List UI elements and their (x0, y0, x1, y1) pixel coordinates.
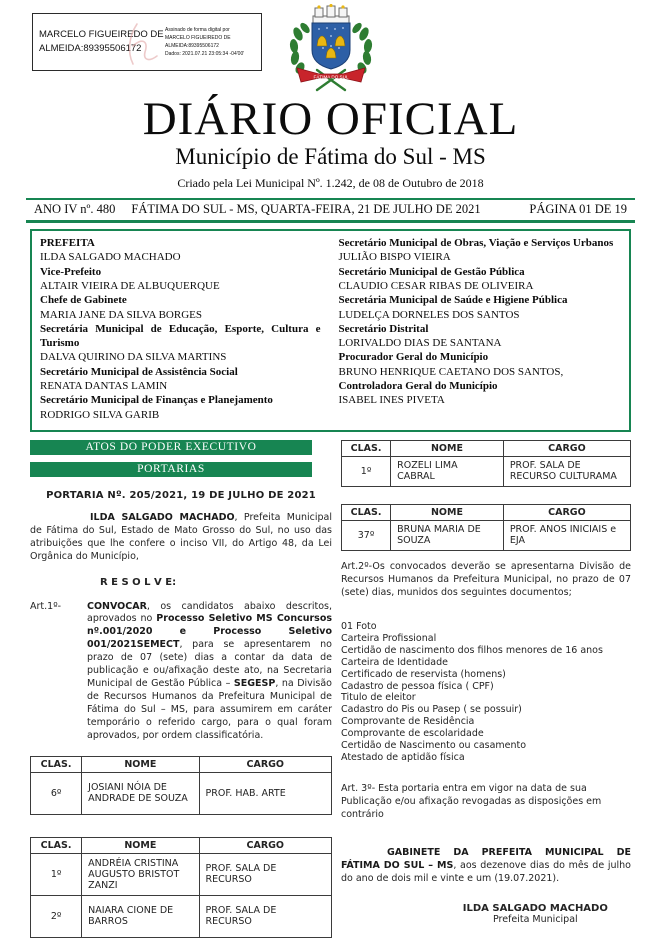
nome-cell: ANDRÉIA CRISTINA AUGUSTO BRISTOT ZANZI (82, 853, 199, 895)
official-role: Chefe de Gabinete (40, 294, 127, 307)
official-role: Procurador Geral do Município (338, 351, 489, 364)
document-item: Carteira de Identidade (341, 656, 449, 668)
text-segment: ILDA SALGADO MACHADO (90, 511, 235, 523)
text-segment: GABINETE DA PREFEITA MUNICIPAL DE FÁTIMA DO SUL – MS (341, 847, 631, 871)
dateline-bar (26, 198, 635, 223)
text-segment: , para se apresentarem no prazo de 07 (sete) dias a contar da data de publicação e ou/afixação deste ato, na Secretaria Municipal de Gestão Pública – (87, 639, 332, 689)
gabinete-closing (341, 847, 631, 886)
official-name: BRUNO HENRIQUE CAETANO DOS SANTOS, (338, 365, 564, 378)
nome-cell: NAIARA CIONE DE BARROS (82, 895, 199, 937)
left-column (30, 440, 332, 938)
official-name: CLAUDIO CESAR RIBAS DE OLIVEIRA (338, 279, 534, 292)
official-name: RODRIGO SILVA GARIB (40, 408, 160, 421)
nome-cell: ROZELI LIMA CABRAL (391, 456, 504, 486)
signatory-name: ILDA SALGADO MACHADO (462, 902, 608, 914)
column-header-nome: NOME (391, 440, 504, 456)
text-segment: CONVOCAR (87, 600, 147, 612)
document-item: Comprovante de escolaridade (341, 728, 484, 740)
table-row (31, 853, 332, 895)
edition-number: ANO IV nº. 480 (34, 202, 116, 217)
signature-detail-line: Assinado de forma digital por (165, 27, 230, 33)
clas-cell: 1º (31, 853, 82, 895)
official-name: JULIÃO BISPO VIEIRA (338, 251, 451, 264)
text-segment: , Prefeita Municipal de Fátima do Sul, Estado de Mato Grosso do Sul, no uso das atribuições que lhe confere o inciso VII, do Artigo 48, da Lei Orgânica do Município, (30, 511, 332, 562)
column-header-clas: CLAS. (31, 837, 82, 853)
table-header-row (342, 440, 631, 456)
main-content (30, 440, 631, 938)
table-header-row (31, 837, 332, 853)
cargo-cell: PROF. ANOS INICIAIS e EJA (503, 520, 630, 550)
document-item: Atestado de aptidão física (341, 752, 465, 764)
dateline-left (34, 202, 481, 217)
column-header-nome: NOME (82, 756, 199, 772)
official-role: Secretário Municipal de Finanças e Planejamento (40, 394, 273, 407)
document-item: Cadastro de pessoa física ( CPF) (341, 680, 494, 692)
column-header-clas: CLAS. (31, 756, 82, 772)
signature-block (440, 903, 631, 925)
signatory-role: Prefeita Municipal (492, 913, 578, 925)
column-header-clas: CLAS. (342, 504, 391, 520)
document-item: Comprovante de Residência (341, 716, 475, 728)
portaria-title: PORTARIA Nº. 205/2021, 19 DE JULHO DE 2021 (46, 489, 316, 501)
cargo-cell: PROF. SALA DE RECURSO (199, 853, 331, 895)
official-name: RENATA DANTAS LAMIN (40, 380, 168, 393)
official-role: Vice-Prefeito (40, 265, 102, 278)
column-header-cargo: CARGO (199, 837, 331, 853)
table-row (342, 456, 631, 486)
page-number: PÁGINA 01 DE 19 (529, 202, 627, 217)
document-item: 01 Foto (341, 620, 377, 632)
right-column (341, 440, 631, 938)
column-header-cargo: CARGO (199, 756, 331, 772)
document-item: Titulo de eleitor (341, 692, 416, 704)
nome-cell: JOSIANI NÓIA DE ANDRADE DE SOUZA (82, 772, 199, 814)
location-date: FÁTIMA DO SUL - MS, QUARTA-FEIRA, 21 DE JULHO DE 2021 (131, 202, 481, 217)
official-role: Secretário Municipal de Obras, Viação e Serviços Urbanos (338, 237, 614, 250)
officials-box (30, 229, 631, 432)
results-table-4 (341, 504, 631, 551)
resolve-heading: R E S O L V E: (100, 576, 177, 588)
cargo-cell: PROF. HAB. ARTE (199, 772, 331, 814)
text-segment: , aos dezenove dias do mês de julho do ano de dois mil e vinte e um (19.07.2021). (341, 859, 631, 884)
table-row (342, 520, 631, 550)
municipal-coat-of-arms (0, 4, 661, 94)
official-role: Secretária Municipal de Saúde e Higiene Pública (338, 294, 568, 307)
clas-cell: 37º (342, 520, 391, 550)
document-item: Certidão de Nascimento ou casamento (341, 740, 527, 752)
column-header-cargo: CARGO (503, 440, 630, 456)
text-segment: SEGESP (233, 678, 276, 689)
text-segment: , na Divisão de Recursos Humanos da Prefeitura Municipal de Fátima do Sul – MS, para assumirem em caráter temporário o referido cargo, para o qual foram aprovados, por ordem classificatória. (87, 678, 332, 741)
signature-detail-line: Dados: 2021.07.21 23:05:34 -04'00' (165, 51, 245, 57)
text-segment: Processo Seletivo MS Concursos nº.001/2020 e Processo Seletivo 001/2021SEMECT (87, 613, 332, 651)
official-name: MARIA JANE DA SILVA BORGES (40, 308, 202, 321)
table-row (31, 895, 332, 937)
clas-cell: 1º (342, 456, 391, 486)
article-3: Art. 3º- Esta portaria entra em vigor na data de sua Publicação e/ou afixação revogadas as disposições em contrário (341, 783, 602, 821)
official-role: Secretária Municipal de Educação, Esporte, Cultura e Turismo (40, 322, 321, 350)
officials-right-column (339, 236, 620, 422)
officials-left-column (40, 236, 321, 422)
cargo-cell: PROF. SALA DE RECURSO (199, 895, 331, 937)
document-item: Certificado de reservista (homens) (341, 668, 506, 680)
document-item: Carteira Profissional (341, 632, 437, 644)
column-header-nome: NOME (391, 504, 504, 520)
document-item: Cadastro do Pis ou Pasep ( se possuir) (341, 704, 522, 716)
signer-name: MARCELO FIGUEIREDO DE ALMEIDA:89395506172 (39, 28, 164, 54)
table-header-row (31, 756, 332, 772)
official-role: Secretário Municipal de Assistência Social (40, 365, 238, 378)
official-role: Secretário Distrital (338, 322, 429, 335)
gazette-title: DIÁRIO OFICIAL (142, 93, 519, 145)
results-table-1 (30, 756, 332, 815)
page-header (0, 0, 661, 96)
section-banner-portarias: PORTARIAS (30, 462, 312, 477)
results-table-2 (30, 837, 332, 938)
gazette-subtitle: Município de Fátima do Sul - MS (175, 143, 486, 169)
gazette-law-line: Criado pela Lei Municipal Nº. 1.242, de 08 de Outubro de 2018 (177, 176, 484, 191)
article-1-body (87, 601, 332, 743)
signature-detail-line: ALMEIDA:89395506172 (165, 43, 219, 49)
cargo-cell: PROF. SALA DE RECURSO CULTURAMA (503, 456, 630, 486)
article-1-label: Art.1º- (30, 600, 62, 612)
article-2: Art.2º-Os convocados deverão se apresentarna Divisão de Recursos Humanos da Prefeitura Municipal, no prazo de 07 (sete) dias, munidos dos seguintes documentos; (341, 560, 631, 598)
official-name: LUDELÇA DORNELES DOS SANTOS (338, 308, 520, 321)
official-name: DALVA QUIRINO DA SILVA MARTINS (40, 351, 227, 364)
clas-cell: 6º (31, 772, 82, 814)
portaria-preamble (30, 512, 332, 564)
column-header-cargo: CARGO (503, 504, 630, 520)
nome-cell: BRUNA MARIA DE SOUZA (391, 520, 504, 550)
official-role: PREFEITA (40, 237, 95, 250)
official-name: ISABEL INES PIVETA (338, 394, 445, 407)
masthead (0, 93, 661, 191)
column-header-clas: CLAS. (342, 440, 391, 456)
table-header-row (342, 504, 631, 520)
column-header-nome: NOME (82, 837, 199, 853)
document-item: Certidão de nascimento dos filhos menores de 16 anos (341, 644, 603, 656)
results-table-3 (341, 440, 631, 487)
crest-ribbon-text: FÁTIMA DO SUL (313, 74, 348, 80)
official-name: ALTAIR VIEIRA DE ALBUQUERQUE (40, 279, 220, 292)
official-role: Secretário Municipal de Gestão Pública (338, 265, 525, 278)
text-segment: , os candidatos abaixo descritos, aprovados no (87, 600, 332, 625)
required-documents-list (341, 621, 631, 765)
official-role: Controladora Geral do Município (338, 380, 498, 393)
table-row (31, 772, 332, 814)
official-name: LORIVALDO DIAS DE SANTANA (338, 337, 502, 350)
article-1 (30, 601, 332, 743)
signature-detail-line: MARCELO FIGUEIREDO DE (165, 35, 231, 41)
section-banner-executive-acts: ATOS DO PODER EXECUTIVO (30, 440, 312, 455)
clas-cell: 2º (31, 895, 82, 937)
official-name: ILDA SALGADO MACHADO (40, 251, 181, 264)
coat-of-arms-icon (281, 4, 381, 94)
